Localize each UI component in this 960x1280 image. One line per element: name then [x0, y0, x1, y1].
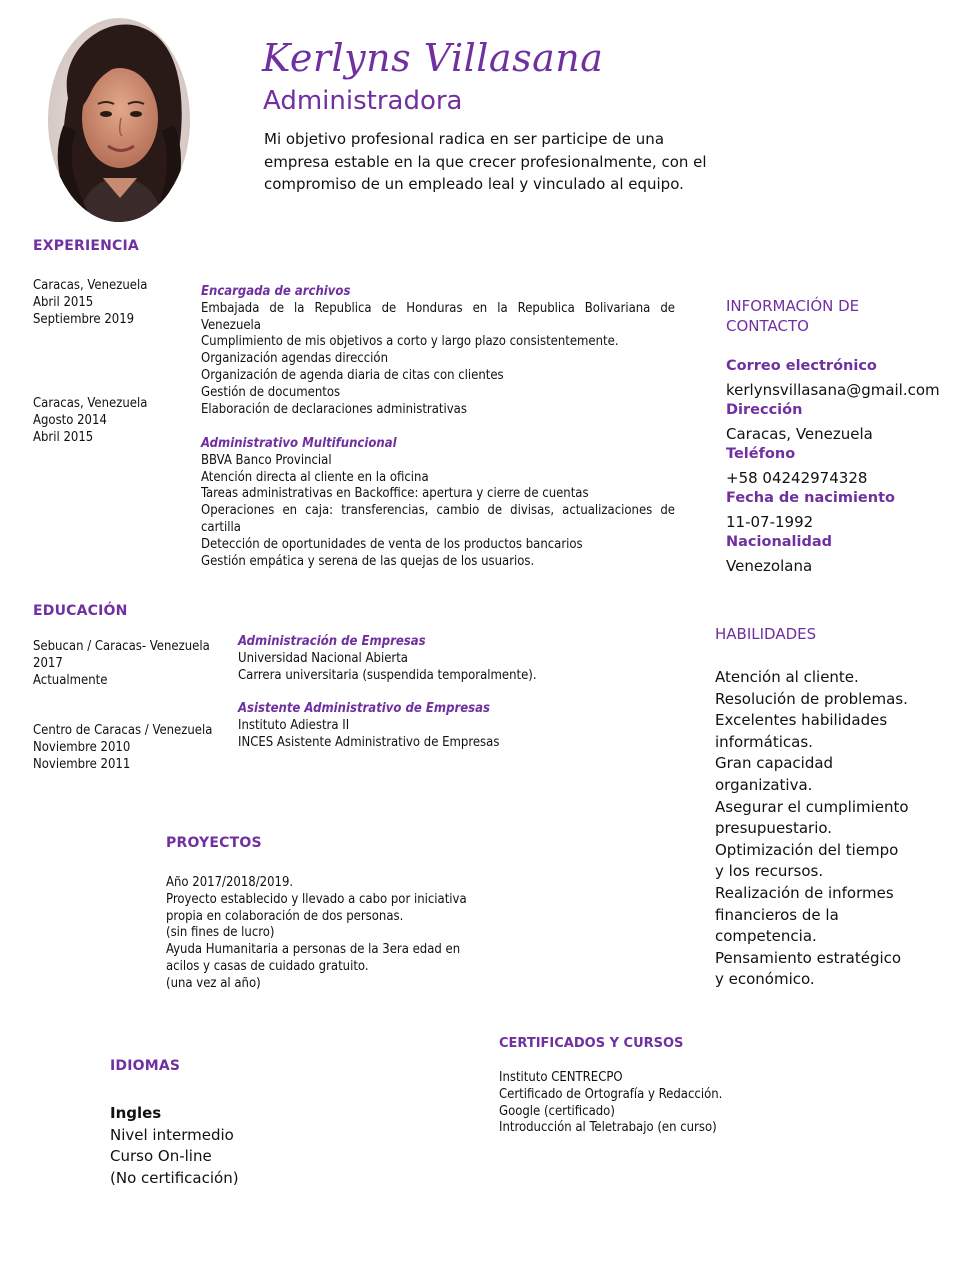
birth-label: Fecha de nacimiento [726, 490, 895, 506]
job-details-1 [201, 284, 675, 418]
education-heading: EDUCACIÓN [33, 603, 128, 619]
project-line: Ayuda Humanitaria a personas de la 3era edad en [166, 942, 461, 958]
job-end: Septiembre 2019 [33, 311, 135, 327]
job-line: Gestión de documentos [201, 384, 341, 400]
candidate-role: Administradora [263, 86, 463, 116]
skill-line: Gran capacidad [715, 754, 834, 773]
email-value[interactable]: kerlynsvillasana@gmail.com [726, 380, 940, 399]
skills-heading: HABILIDADES [715, 625, 817, 643]
education-title: Administración de Empresas [238, 634, 426, 649]
job-dates-1 [33, 278, 203, 328]
project-line: Año 2017/2018/2019. [166, 875, 294, 890]
experience-heading: EXPERIENCIA [33, 238, 139, 254]
certificate-line: Introducción al Teletrabajo (en curso) [499, 1120, 717, 1136]
skill-line: y los recursos. [715, 862, 824, 881]
language-line: Curso On-line [110, 1147, 212, 1166]
certificates-heading: CERTIFICADOS Y CURSOS [499, 1036, 684, 1051]
job-location: Caracas, Venezuela [33, 278, 148, 293]
skill-line: Realización de informes [715, 883, 894, 902]
job-location: Caracas, Venezuela [33, 396, 148, 411]
skills-list [715, 667, 909, 991]
skill-line: informáticas. [715, 732, 813, 751]
contact-heading-line: CONTACTO [726, 317, 809, 335]
job-line: Tareas administrativas en Backoffice: apertura y cierre de cuentas [201, 486, 589, 502]
skill-line: Excelentes habilidades [715, 711, 888, 730]
skill-line: Atención al cliente. [715, 668, 859, 686]
skill-line: financieros de la [715, 905, 839, 924]
address-value: Caracas, Venezuela [726, 424, 873, 443]
email-label: Correo electrónico [726, 358, 877, 374]
project-line: acilos y casas de cuidado gratuito. [166, 958, 369, 974]
skill-line: Optimización del tiempo [715, 840, 899, 859]
certificates-list [499, 1070, 819, 1137]
job-start: Abril 2015 [33, 294, 94, 310]
education-line: Universidad Nacional Abierta [238, 650, 408, 666]
education-start: 2017 [33, 655, 63, 671]
profile-photo [48, 18, 190, 222]
project-line: Proyecto establecido y llevado a cabo por iniciativa [166, 891, 467, 907]
education-end: Noviembre 2011 [33, 756, 131, 772]
job-line: BBVA Banco Provincial [201, 452, 332, 468]
contact-heading [726, 296, 859, 336]
certificate-line: Instituto CENTRECPO [499, 1070, 623, 1085]
job-line: Organización de agenda diaria de citas con clientes [201, 367, 504, 383]
projects-heading: PROYECTOS [166, 835, 262, 851]
candidate-name: Kerlyns Villasana [262, 36, 604, 80]
projects-list [166, 875, 506, 993]
contact-heading-line: INFORMACIÓN DE [726, 297, 860, 315]
phone-label: Teléfono [726, 446, 796, 462]
job-dates-2 [33, 396, 203, 446]
skill-line: presupuestario. [715, 819, 833, 838]
education-location: Sebucan / Caracas- Venezuela [33, 639, 210, 654]
education-details-2 [238, 701, 658, 751]
birth-value: 11-07-1992 [726, 512, 814, 531]
education-line: Carrera universitaria (suspendida temporalmente). [238, 667, 537, 683]
nationality-value: Venezolana [726, 556, 813, 575]
education-details-1 [238, 634, 658, 684]
project-line: (una vez al año) [166, 975, 261, 991]
education-line: Instituto Adiestra II [238, 717, 350, 733]
education-line: INCES Asistente Administrativo de Empresas [238, 734, 500, 750]
job-line: Elaboración de declaraciones administrativas [201, 401, 467, 417]
contact-block [726, 356, 940, 576]
portrait-image [48, 18, 190, 222]
skill-line: y económico. [715, 970, 815, 989]
job-start: Agosto 2014 [33, 412, 107, 428]
job-line: Atención directa al cliente en la oficina [201, 469, 429, 485]
certificate-line: Google (certificado) [499, 1103, 615, 1119]
education-title: Asistente Administrativo de Empresas [238, 701, 490, 716]
skill-line: Resolución de problemas. [715, 689, 908, 708]
job-title: Administrativo Multifuncional [201, 436, 397, 451]
job-line: Embajada de la Republica de Honduras en la Republica Bolivariana de Venezuela [201, 300, 675, 333]
address-label: Dirección [726, 402, 803, 418]
language-line: (No certificación) [110, 1168, 239, 1187]
certificate-line: Certificado de Ortografía y Redacción. [499, 1086, 723, 1102]
language-line: Nivel intermedio [110, 1125, 234, 1144]
job-line: Detección de oportunidades de venta de los productos bancarios [201, 536, 583, 552]
education-dates-1 [33, 639, 233, 689]
job-line: Organización agendas dirección [201, 351, 388, 367]
skill-line: competencia. [715, 927, 817, 946]
skill-line: Asegurar el cumplimiento [715, 797, 909, 816]
job-title: Encargada de archivos [201, 284, 351, 299]
job-end: Abril 2015 [33, 429, 94, 445]
education-end: Actualmente [33, 672, 108, 688]
job-details-2 [201, 436, 675, 570]
job-line: Operaciones en caja: transferencias, cambio de divisas, actualizaciones de cartilla [201, 503, 675, 535]
languages-list [110, 1103, 239, 1189]
project-line: (sin fines de lucro) [166, 925, 275, 941]
job-line: Gestión empática y serena de las quejas de los usuarios. [201, 553, 535, 569]
education-dates-2 [33, 723, 233, 773]
languages-heading: IDIOMAS [110, 1058, 181, 1074]
objective-text: Mi objetivo profesional radica en ser participe de una empresa estable en la que crecer profesionalmente, con el compromiso de un empleado leal y vinculado al equipo. [264, 130, 707, 193]
skill-line: organizativa. [715, 775, 813, 794]
education-location: Centro de Caracas / Venezuela [33, 723, 213, 738]
skill-line: Pensamiento estratégico [715, 948, 902, 967]
project-line: propia en colaboración de dos personas. [166, 908, 404, 924]
job-line: Cumplimiento de mis objetivos a corto y largo plazo consistentemente. [201, 334, 619, 350]
language-name: Ingles [110, 1104, 162, 1122]
education-start: Noviembre 2010 [33, 739, 131, 755]
nationality-label: Nacionalidad [726, 534, 833, 550]
phone-value: +58 04242974328 [726, 468, 868, 487]
